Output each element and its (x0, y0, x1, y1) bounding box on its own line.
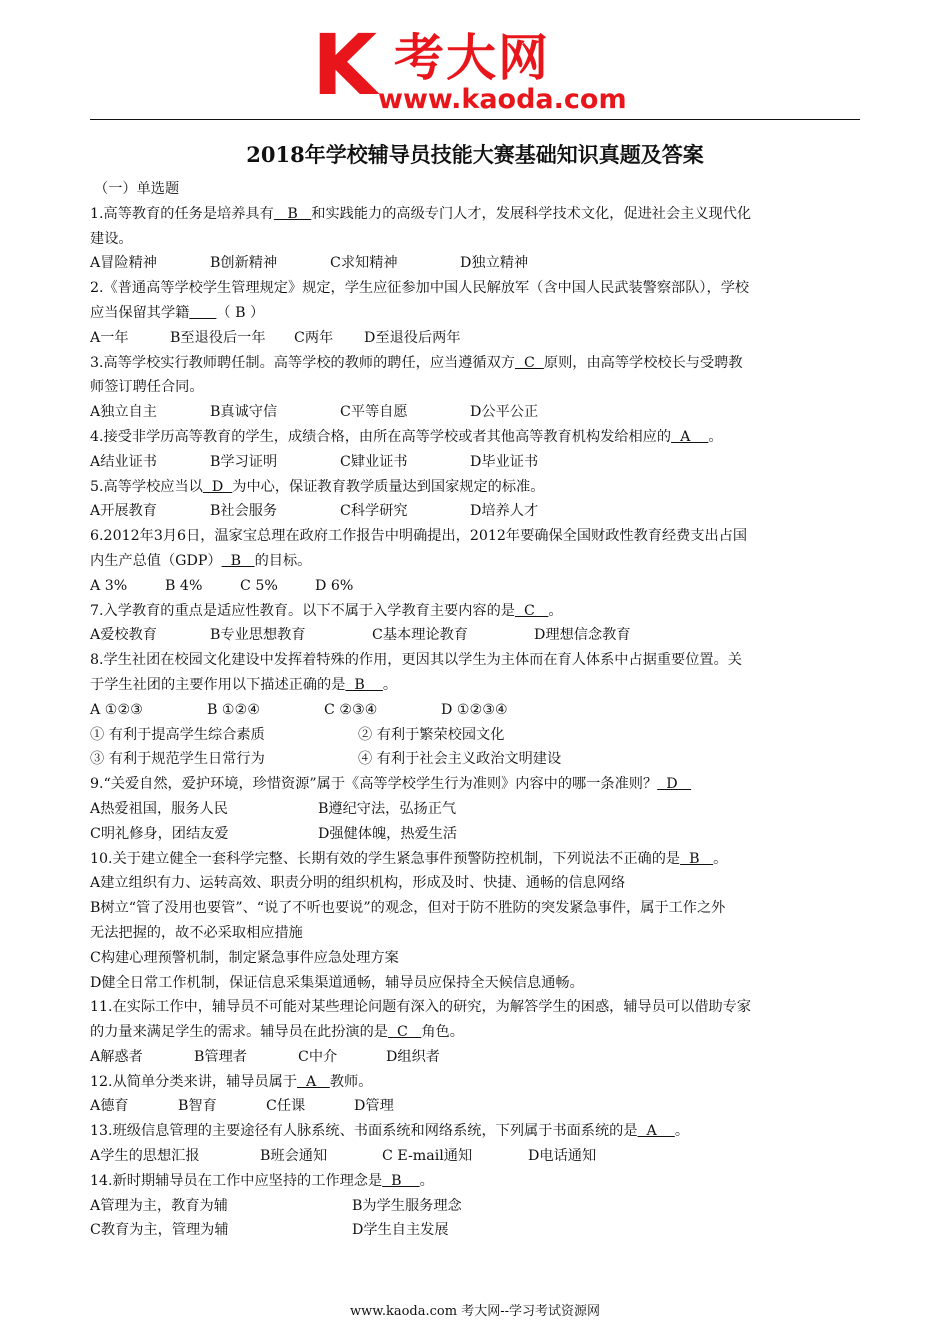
options-13: A学生的思想汇报 B班会通知 C E-mail通知 D电话通知 (90, 1148, 597, 1165)
question-1: 1.高等教育的任务是培养具有 B 和实践能力的高级专门人才，发展科学技术文化，促进社会主义现代化 (90, 205, 752, 222)
option-10b: B树立“管了没用也要管”、“说了不听也要说”的观念，但对于防不胜防的突发紧急事件，属于工作之外 (90, 900, 726, 917)
options-5: A开展教育 B社会服务 C科学研究 D培养人才 (90, 503, 539, 520)
option-10a: A建立组织有力、运转高效、职责分明的组织机构，形成及时、快捷、通畅的信息网络 (90, 875, 626, 892)
options-9b: C明礼修身，团结友爱 D强健体魄，热爱生活 (90, 825, 458, 842)
options-6: A 3% B 4% C 5% D 6% (90, 577, 354, 594)
question-4: 4.接受非学历高等教育的学生，成绩合格，由所在高等学校或者其他高等教育机构发给相应的 A 。 (90, 428, 723, 445)
question-5: 5.高等学校应当以 D 为中心，保证教育教学质量达到国家规定的标准。 (90, 478, 545, 495)
section-heading: （一）单选题 (94, 181, 180, 197)
document-title: 2018年学校辅导员技能大赛基础知识真题及答案 (246, 142, 704, 167)
question-13: 13.班级信息管理的主要途径有人脉系统、书面系统和网络系统，下列属于书面系统的是 A 。 (90, 1123, 690, 1140)
answer-blank: D (202, 478, 233, 495)
options-2: A一年 B至退役后一年 C两年 D至退役后两年 (90, 329, 461, 346)
question-6: 6.2012年3月6日，温家宝总理在政府工作报告中明确提出，2012年要确保全国财政性教育经费支出占国 (90, 528, 748, 545)
question-2-cont: 应当保留其学籍 （ B ） (90, 304, 265, 321)
question-2: 2.《普通高等学校学生管理规定》规定，学生应征参加中国人民解放军（含中国人民武装警察部队），学校 (90, 280, 750, 297)
logo-k-mark: K (312, 16, 378, 114)
question-3: 3.高等学校实行教师聘任制。高等学校的教师的聘任，应当遵循双方 C 原则，由高等学校校长与受聘教 (90, 354, 743, 371)
options-11: A解惑者 B管理者 C中介 D组织者 (90, 1048, 440, 1065)
statements-8a: ① 有利于提高学生综合素质 ② 有利于繁荣校园文化 (90, 726, 505, 743)
option-10d: D健全日常工作机制，保证信息采集渠道通畅，辅导员应保持全天候信息通畅。 (90, 974, 584, 991)
answer-blank: B (345, 676, 383, 693)
question-1-cont: 建设。 (90, 230, 133, 247)
answer-blank: A (671, 428, 709, 445)
question-10: 10.关于建立健全一套科学完整、长期有效的学生紧急事件预警防控机制，下列说法不正确的是 B 。 (90, 850, 728, 867)
question-3-cont: 师签订聘任合同。 (90, 379, 204, 396)
answer-blank: A (637, 1123, 675, 1140)
options-1: A冒险精神 B创新精神 C求知精神 D独立精神 (90, 255, 529, 272)
options-4: A结业证书 B学习证明 C肄业证书 D毕业证书 (90, 453, 539, 470)
options-14b: C教育为主，管理为辅 D学生自主发展 (90, 1222, 449, 1239)
answer-blank: B (221, 552, 255, 569)
options-9a: A热爱祖国，服务人民 B遵纪守法，弘扬正气 (90, 800, 457, 817)
answer-blank: D (657, 776, 692, 793)
answer-blank: C (514, 354, 544, 371)
question-11-cont: 的力量来满足学生的需求。辅导员在此扮演的是 C 角色。 (90, 1024, 464, 1041)
question-14: 14.新时期辅导员在工作中应坚持的工作理念是 B 。 (90, 1172, 434, 1189)
question-9: 9.“关爱自然，爱护环境，珍惜资源”属于《高等学校学生行为准则》内容中的哪一条准则？ D (90, 776, 692, 793)
question-6-cont: 内生产总值（GDP） B 的目标。 (90, 552, 312, 569)
logo-url: www.kaoda.com (378, 84, 627, 115)
question-8: 8.学生社团在校园文化建设中发挥着特殊的作用，更因其以学生为主体而在育人体系中占据重要位置。关 (90, 652, 742, 669)
answer-blank: B (273, 205, 312, 222)
options-14a: A管理为主，教育为辅 B为学生服务理念 (90, 1197, 462, 1214)
question-12: 12.从简单分类来讲，辅导员属于 A 教师。 (90, 1073, 373, 1090)
statements-8b: ③ 有利于规范学生日常行为 ④ 有利于社会主义政治文明建设 (90, 751, 562, 768)
answer-blank: B (680, 850, 714, 867)
question-8-cont: 于学生社团的主要作用以下描述正确的是 B 。 (90, 676, 398, 693)
options-8: A ①②③ B ①②④ C ②③④ D ①②③④ (90, 701, 508, 718)
question-list (90, 177, 860, 1243)
header-rule (90, 119, 860, 120)
answer-blank (189, 305, 216, 321)
answer-blank: A (297, 1073, 330, 1090)
logo-chinese-name: 考大网 (394, 29, 550, 87)
question-11: 11.在实际工作中，辅导员不可能对某些理论问题有深入的研究，为解答学生的困惑，辅导员可以借助专家 (90, 999, 752, 1016)
option-10b-cont: 无法把握的，故不必采取相应措施 (90, 924, 303, 941)
options-3: A独立自主 B真诚守信 C平等自愿 D公平公正 (90, 404, 539, 421)
footer-text: www.kaoda.com 考大网--学习考试资源网 (350, 1304, 600, 1319)
answer-blank: C (514, 602, 549, 619)
option-10c: C构建心理预警机制，制定紧急事件应急处理方案 (90, 949, 399, 966)
question-7: 7.入学教育的重点是适应性教育。以下不属于入学教育主要内容的是 C 。 (90, 602, 563, 619)
answer-blank: C (387, 1024, 422, 1041)
answer-blank: B (382, 1172, 420, 1189)
options-7: A爱校教育 B专业思想教育 C基本理论教育 D理想信念教育 (90, 627, 631, 644)
options-12: A德育 B智育 C任课 D管理 (90, 1098, 394, 1115)
kaoda-logo (312, 16, 642, 115)
